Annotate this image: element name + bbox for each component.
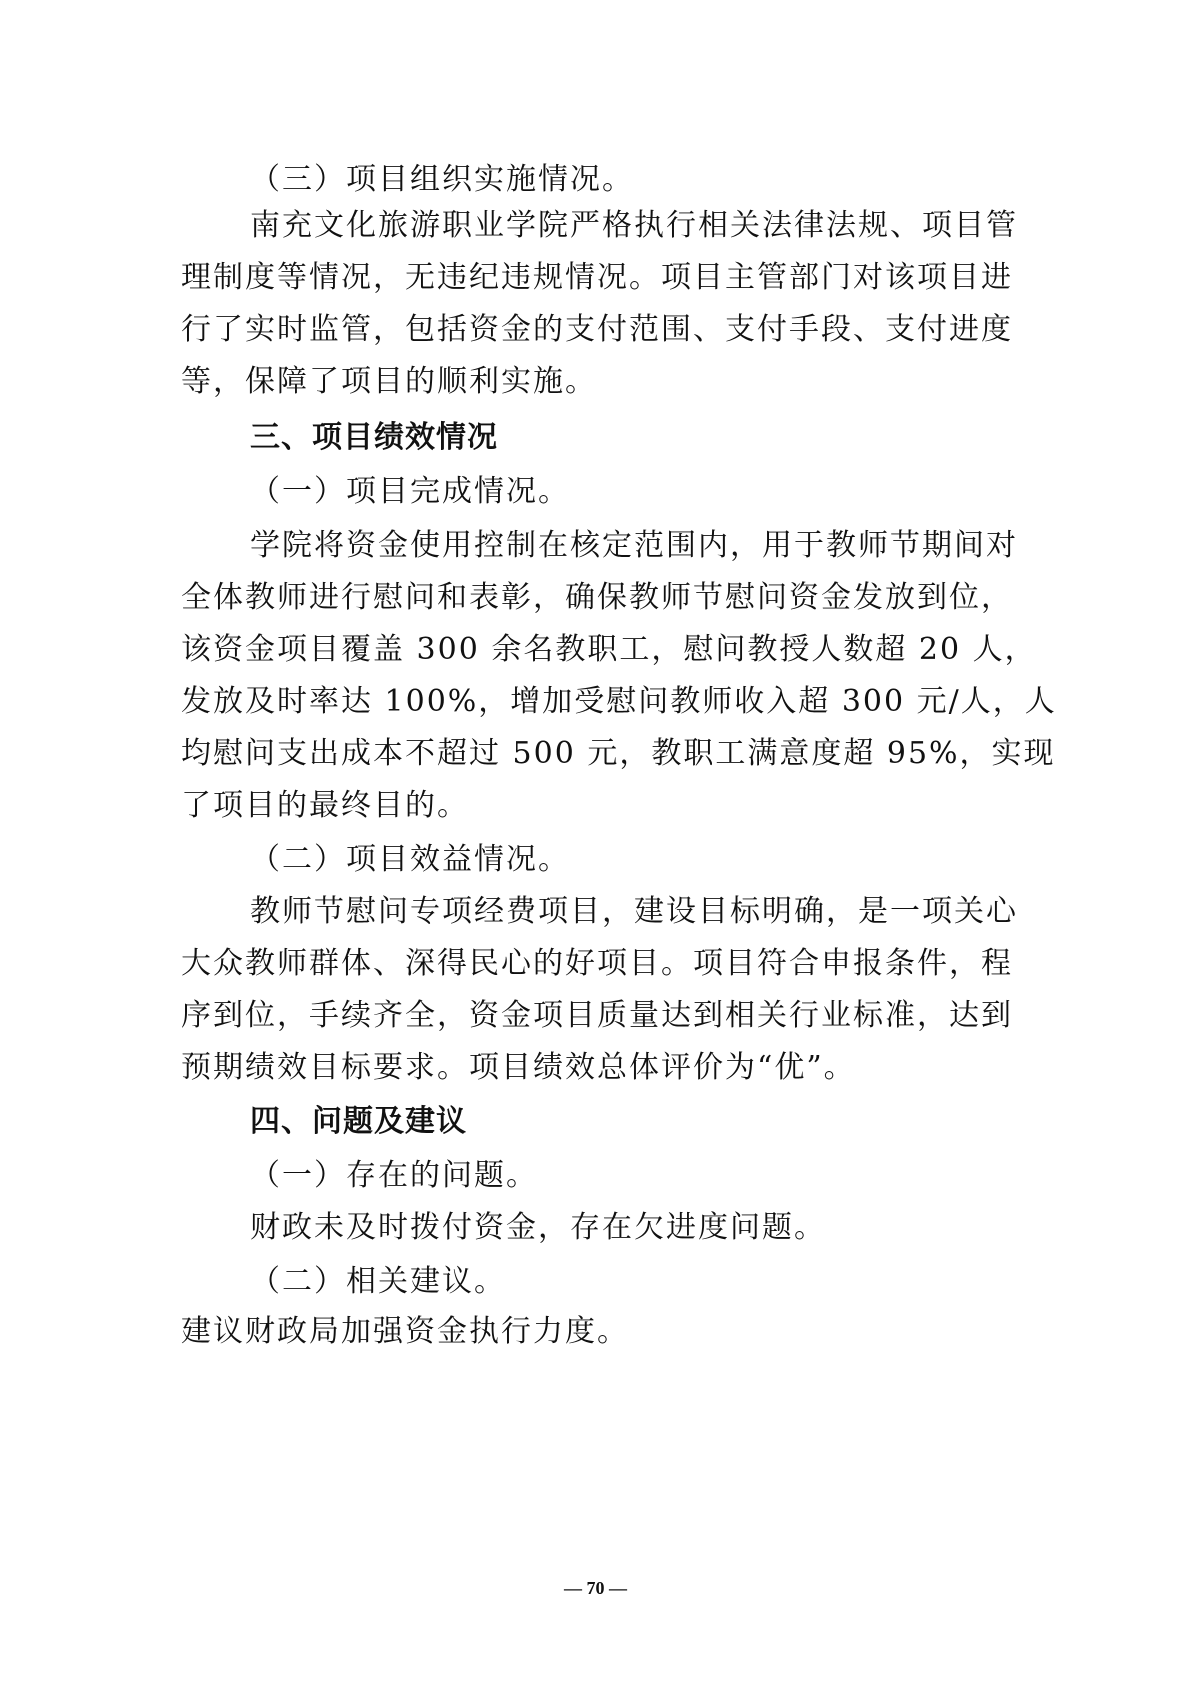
paragraph-line: 理制度等情况，无违纪违规情况。项目主管部门对该项目进	[181, 260, 1013, 295]
paragraph-line: 南充文化旅游职业学院严格执行相关法律法规、项目管	[250, 208, 1018, 243]
paragraph-line: 财政未及时拨付资金，存在欠进度问题。	[250, 1210, 826, 1245]
paragraph-line: 全体教师进行慰问和表彰，确保教师节慰问资金发放到位，	[181, 580, 1013, 615]
paragraph-line: 了项目的最终目的。	[181, 788, 469, 823]
paragraph-line: 均慰问支出成本不超过 500 元，教职工满意度超 95%，实现	[181, 736, 1056, 771]
paragraph-line: 序到位，手续齐全，资金项目质量达到相关行业标准，达到	[181, 998, 1013, 1033]
section-heading-performance: 三、项目绩效情况	[250, 420, 498, 455]
paragraph-line: 该资金项目覆盖 300 余名教职工，慰问教授人数超 20 人，	[181, 632, 1037, 667]
subheading-benefits: （二）项目效益情况。	[250, 842, 570, 877]
paragraph-line: 预期绩效目标要求。项目绩效总体评价为“优”。	[181, 1050, 856, 1085]
subheading-completion: （一）项目完成情况。	[250, 474, 570, 509]
paragraph-line: 大众教师群体、深得民心的好项目。项目符合申报条件，程	[181, 946, 1013, 981]
subheading-suggestions: （二）相关建议。	[250, 1264, 506, 1299]
page-number: — 70 —	[564, 1578, 627, 1598]
paragraph-line: 建议财政局加强资金执行力度。	[181, 1314, 629, 1349]
paragraph-line: 发放及时率达 100%，增加受慰问教师收入超 300 元/人，人	[181, 684, 1057, 719]
paragraph-line: 教师节慰问专项经费项目，建设目标明确，是一项关心	[250, 894, 1018, 929]
subheading-project-implementation: （三）项目组织实施情况。	[250, 162, 634, 197]
subheading-existing-issues: （一）存在的问题。	[250, 1158, 538, 1193]
paragraph-line: 学院将资金使用控制在核定范围内，用于教师节期间对	[250, 528, 1018, 563]
paragraph-line: 等，保障了项目的顺利实施。	[181, 364, 597, 399]
paragraph-line: 行了实时监管，包括资金的支付范围、支付手段、支付进度	[181, 312, 1013, 347]
section-heading-issues: 四、问题及建议	[250, 1104, 467, 1139]
